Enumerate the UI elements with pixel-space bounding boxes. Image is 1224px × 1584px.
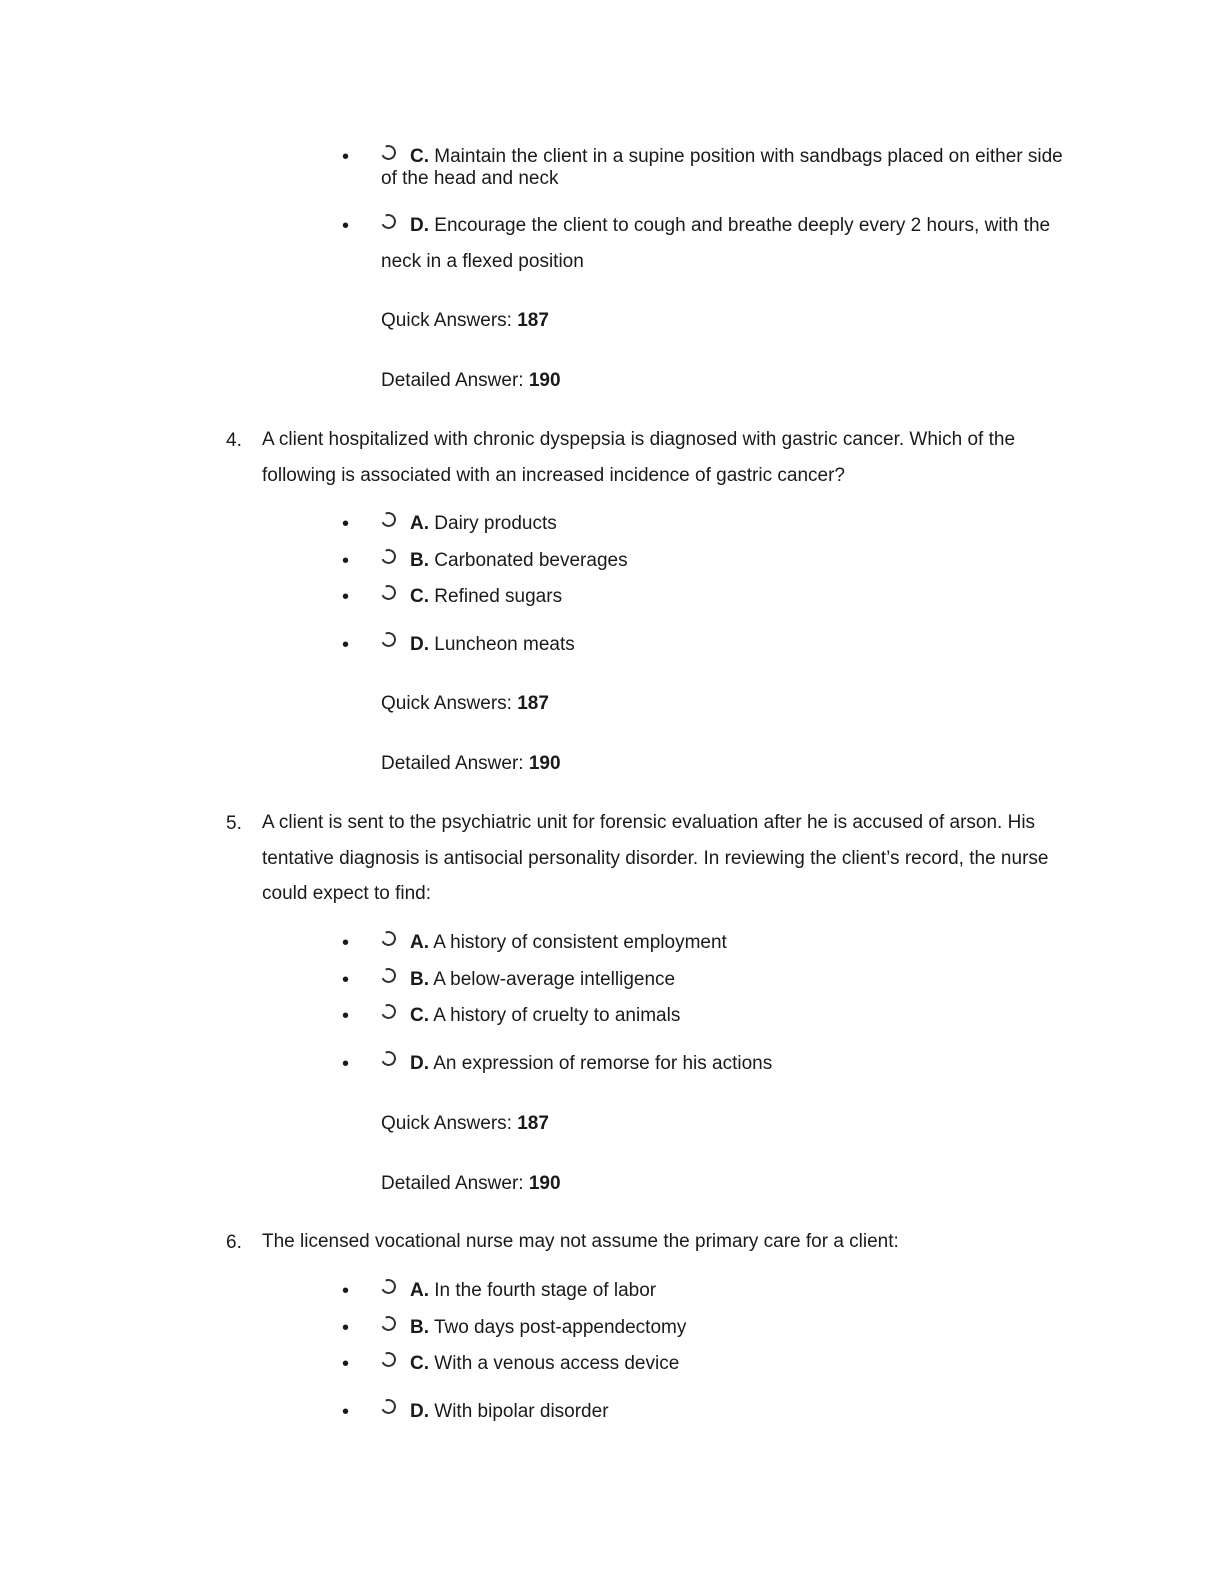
bullet: • [342, 586, 350, 608]
radio-circle-icon[interactable] [379, 143, 398, 162]
radio-circle-icon[interactable] [379, 966, 398, 985]
bullet: • [342, 932, 350, 954]
option-letter: C. [410, 586, 429, 607]
option-text: Maintain the client in a supine position with sandbags placed on either side [434, 146, 1063, 167]
option-text: With a venous access device [434, 1353, 680, 1374]
option-letter: C. [410, 1005, 429, 1026]
bullet: • [342, 1280, 350, 1302]
bullet: • [342, 1353, 350, 1375]
radio-circle-icon[interactable] [379, 547, 398, 566]
bullet: • [342, 215, 350, 237]
radio-circle-icon[interactable] [379, 1397, 398, 1416]
option-letter: B. [410, 550, 429, 571]
option-letter: A. [410, 1280, 429, 1301]
option-text: An expression of remorse for his actions [433, 1053, 773, 1074]
option-text-cont: neck in a flexed position [381, 251, 584, 272]
detailed-answer: Detailed Answer: 190 [381, 370, 561, 391]
option-text: Encourage the client to cough and breathe deeply every 2 hours, with the [434, 215, 1051, 236]
option-text: A history of cruelty to animals [433, 1005, 681, 1026]
bullet: • [342, 513, 350, 535]
bullet: • [342, 1317, 350, 1339]
option-letter: C. [410, 146, 429, 167]
option-letter: A. [410, 932, 429, 953]
bullet: • [342, 969, 350, 991]
bullet: • [342, 1053, 350, 1075]
question-number: 4. [226, 430, 242, 451]
option-letter: D. [410, 1401, 429, 1422]
option-letter: A. [410, 513, 429, 534]
radio-circle-icon[interactable] [379, 510, 398, 529]
option-letter: D. [410, 634, 429, 655]
option-letter: B. [410, 969, 429, 990]
quick-answers: Quick Answers: 187 [381, 310, 549, 331]
radio-circle-icon[interactable] [379, 1277, 398, 1296]
question-number: 6. [226, 1232, 242, 1253]
question-text: A client is sent to the psychiatric unit for forensic evaluation after he is accused of arson. His tentative diagnosis is antisocial personality disorder. In reviewing the client’s record, the nurse could expect to find: [262, 812, 1049, 904]
bullet: • [342, 1401, 350, 1423]
radio-circle-icon[interactable] [379, 1314, 398, 1333]
bullet: • [342, 634, 350, 656]
option-text: A history of consistent employment [433, 932, 727, 953]
option-letter: D. [410, 1053, 429, 1074]
option-text: A below-average intelligence [433, 969, 676, 990]
question-text: A client hospitalized with chronic dyspepsia is diagnosed with gastric cancer. Which of the following is associated with an increased incidence of gastric cancer? [262, 429, 1016, 486]
option-text: Carbonated beverages [434, 550, 628, 571]
option-text: With bipolar disorder [434, 1401, 609, 1422]
radio-circle-icon[interactable] [379, 212, 398, 231]
radio-circle-icon[interactable] [379, 929, 398, 948]
option-text: Refined sugars [434, 586, 563, 607]
option-text: Luncheon meats [434, 634, 575, 655]
option-text: Dairy products [434, 513, 557, 534]
option-letter: C. [410, 1353, 429, 1374]
radio-circle-icon[interactable] [379, 1350, 398, 1369]
detailed-answer: Detailed Answer: 190 [381, 1173, 561, 1194]
detailed-answer: Detailed Answer: 190 [381, 753, 561, 774]
question-text: The licensed vocational nurse may not assume the primary care for a client: [262, 1231, 899, 1252]
question-number: 5. [226, 813, 242, 834]
radio-circle-icon[interactable] [379, 630, 398, 649]
radio-circle-icon[interactable] [379, 1002, 398, 1021]
option-letter: B. [410, 1317, 429, 1338]
radio-circle-icon[interactable] [379, 583, 398, 602]
quick-answers: Quick Answers: 187 [381, 1113, 549, 1134]
bullet: • [342, 146, 350, 168]
radio-circle-icon[interactable] [379, 1049, 398, 1068]
option-text: In the fourth stage of labor [434, 1280, 657, 1301]
quick-answers: Quick Answers: 187 [381, 693, 549, 714]
bullet: • [342, 550, 350, 572]
option-text-cont: of the head and neck [381, 168, 559, 189]
option-letter: D. [410, 215, 429, 236]
bullet: • [342, 1005, 350, 1027]
option-text: Two days post-appendectomy [433, 1317, 687, 1338]
